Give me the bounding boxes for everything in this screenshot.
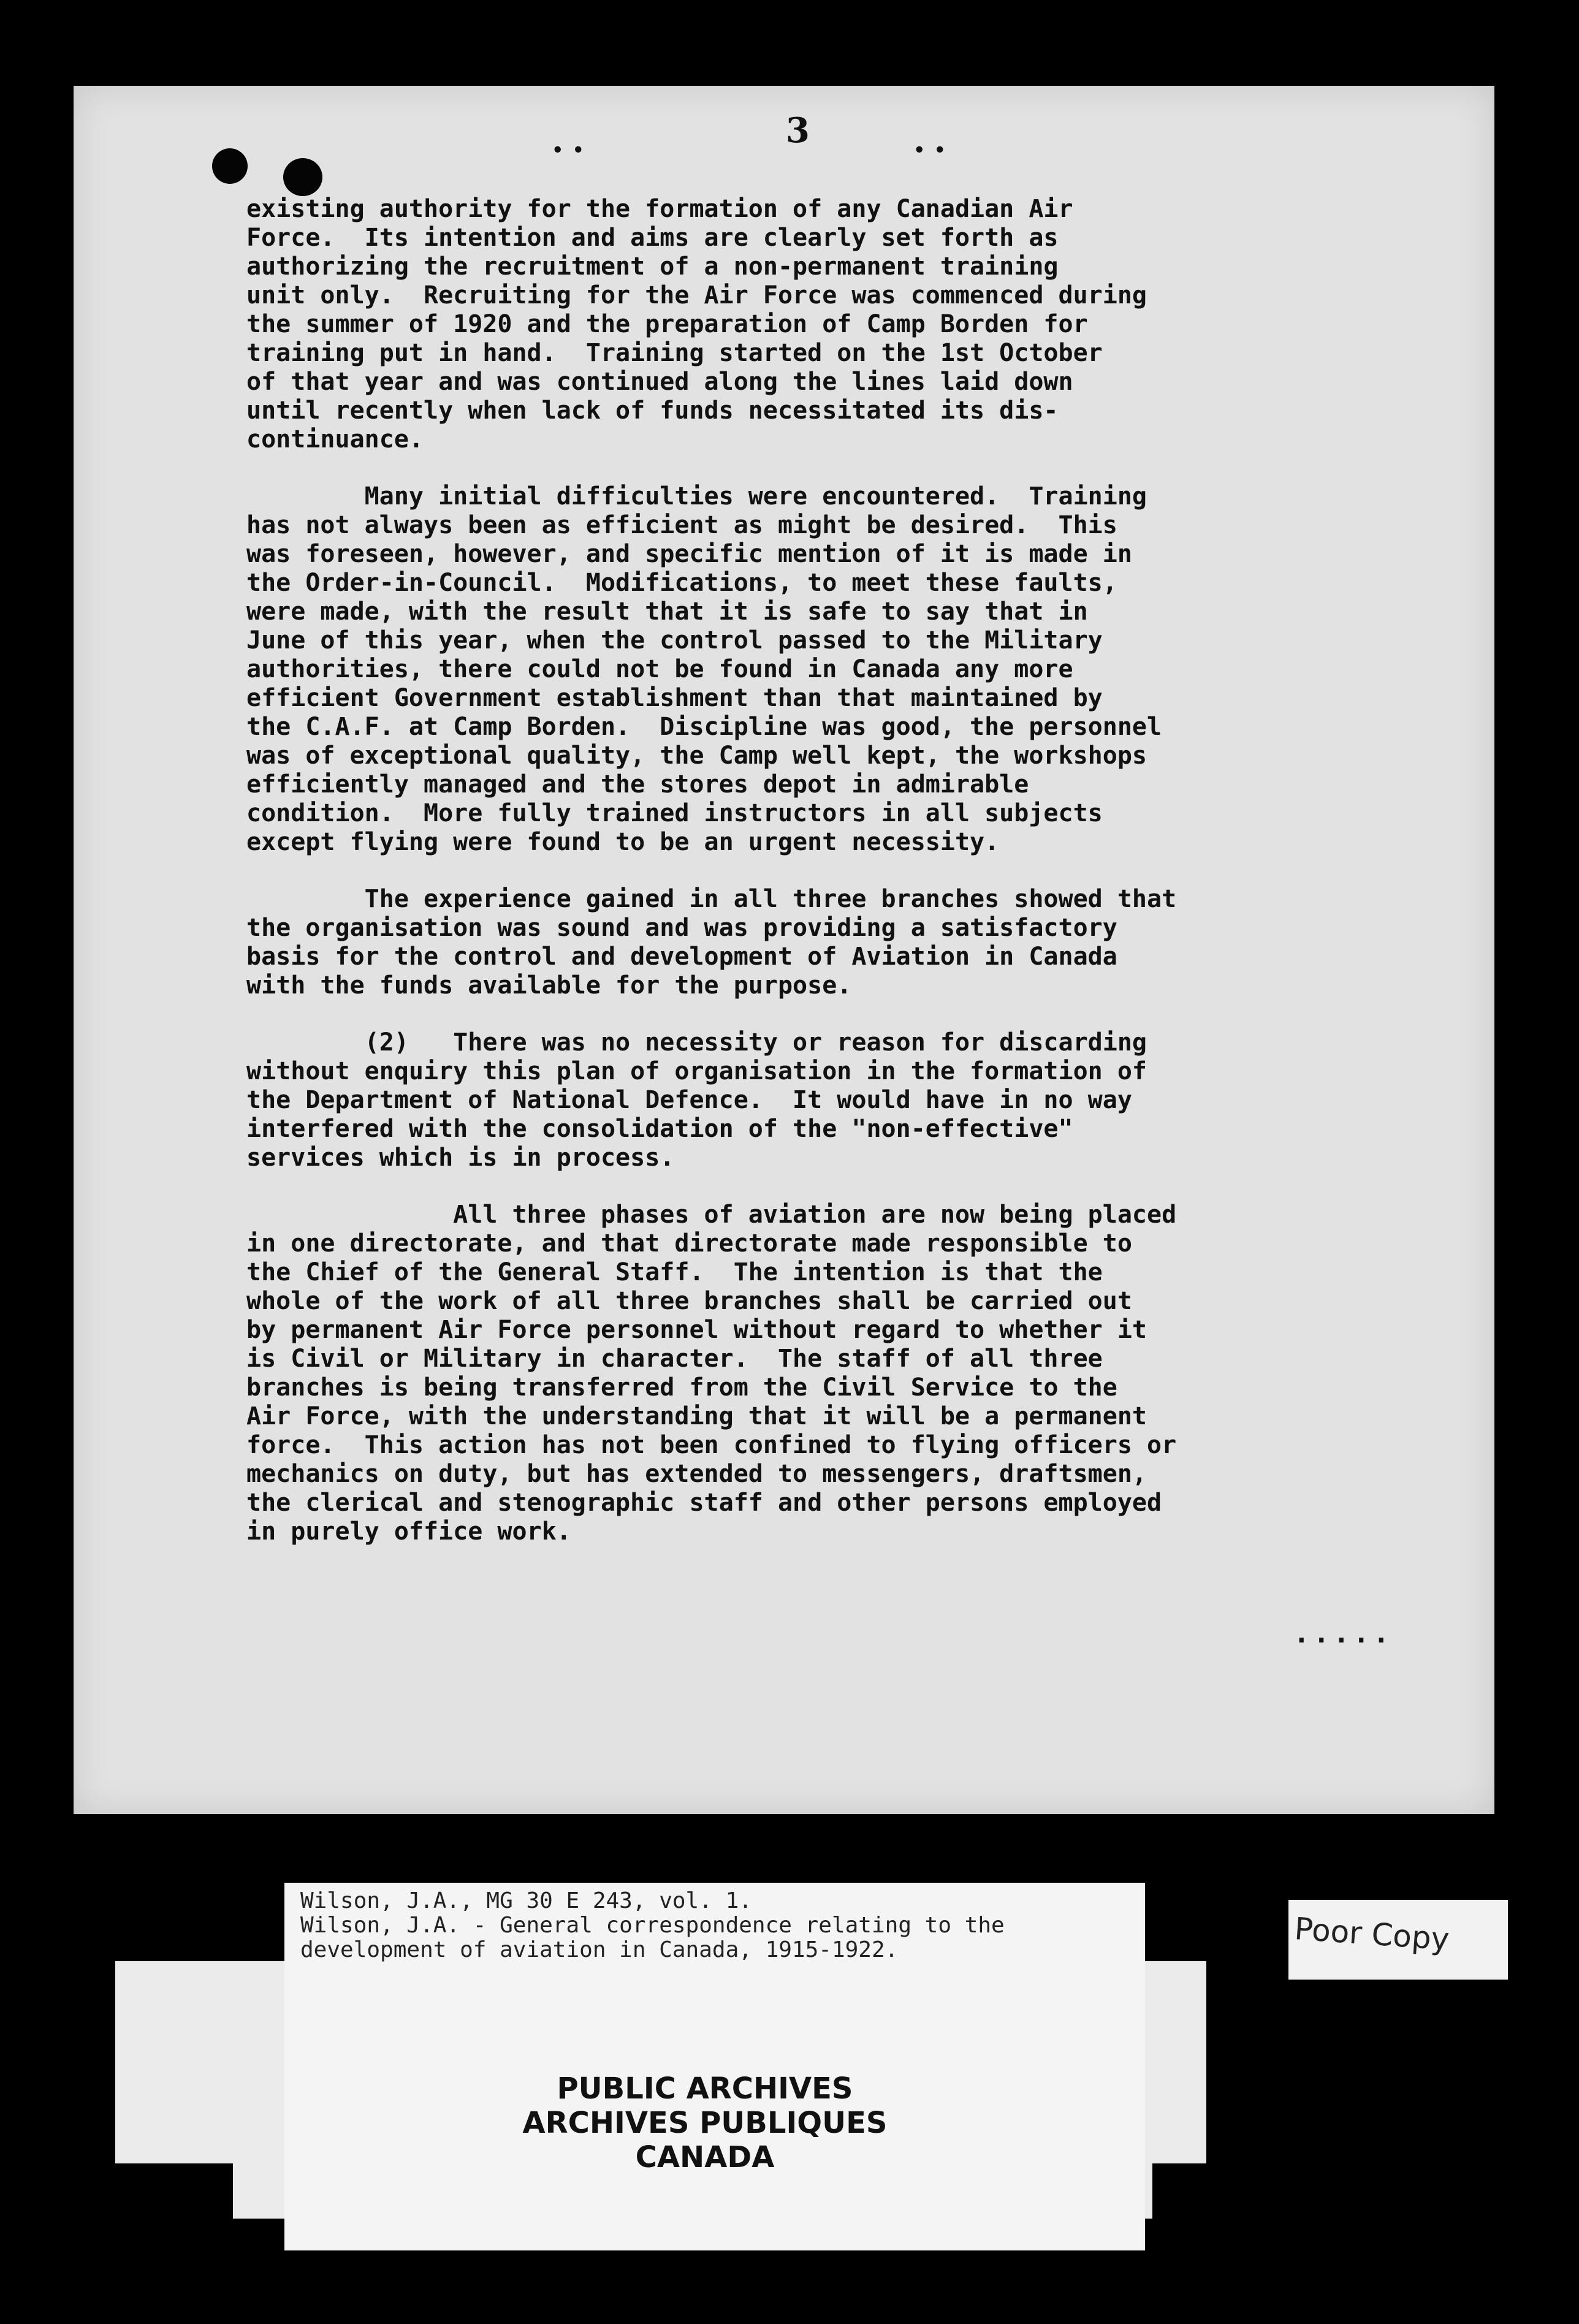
page-number: 3 [786, 110, 812, 151]
poor-copy-handwriting: Poor Copy [1293, 1911, 1451, 1958]
citation-line-3: development of aviation in Canada, 1915-1922. [300, 1937, 899, 1962]
page-marker-left-dots: .. [552, 120, 593, 161]
stamp-line-1: PUBLIC ARCHIVES [557, 2071, 853, 2106]
archive-stamp [466, 2071, 944, 2174]
continuation-mark: ..... [1293, 1618, 1393, 1649]
paragraph-2: Many initial difficulties were encountered. Training has not always been as efficient as might be desired. This was foreseen, however, and specific mention of it is made in the Order-in-Council. Modifications, to meet these faults, were made, with the result that it is safe to say that in June of this year, when the control passed to the Military authorities, there could not be found in Canada any more efficient Government establishment than that maintained by the C.A.F. at Camp Borden. Discipline was good, the personnel was of exceptional quality, the Camp well kept, the workshops efficiently managed and the stores depot in admirable condition. More fully trained instructors in all subjects except flying were found to be an urgent necessity. [246, 482, 1162, 856]
paragraph-4: (2) There was no necessity or reason for discarding without enquiry this plan of organisation in the formation of the Department of National Defence. It would have in no way interfered with the consolidation of the "non-effective" services which is in process. [246, 1028, 1147, 1172]
citation-line-1: Wilson, J.A., MG 30 E 243, vol. 1. [300, 1888, 752, 1913]
page-marker-right-dots: .. [913, 120, 954, 161]
archive-citation [300, 1889, 1140, 1962]
paragraph-1: existing authority for the formation of any Canadian Air Force. Its intention and aims are clearly set forth as authorizing the recruitment of a non-permanent training unit only. Recruiting for the Air Force was commenced during the summer of 1920 and the preparation of Camp Borden for training put in hand. Training started on the 1st October of that year and was continued along the lines laid down until recently when lack of funds necessitated its dis- continuance. [246, 195, 1147, 454]
paragraph-5: All three phases of aviation are now being placed in one directorate, and that directorate made responsible to the Chief of the General Staff. The intention is that the whole of the work of all three branches shall be carried out by permanent Air Force personnel without regard to whether it is Civil or Military in character. The staff of all three branches is being transferred from the Civil Service to the Air Force, with the understanding that it will be a permanent force. This action has not been confined to flying officers or mechanics on duty, but has extended to messengers, draftsmen, the clerical and stenographic staff and other persons employed in purely office work. [246, 1201, 1177, 1546]
paragraph-3: The experience gained in all three branches showed that the organisation was sound and was providing a satisfactory basis for the control and development of Aviation in Canada with the funds available for the purpose. [246, 885, 1177, 1000]
stamp-line-3: CANADA [635, 2140, 775, 2174]
body-text [246, 195, 1399, 1574]
punch-hole [212, 148, 248, 184]
stamp-line-2: ARCHIVES PUBLIQUES [522, 2106, 888, 2140]
punch-hole [283, 158, 322, 196]
citation-line-2: Wilson, J.A. - General correspondence relating to the [300, 1913, 1005, 1938]
